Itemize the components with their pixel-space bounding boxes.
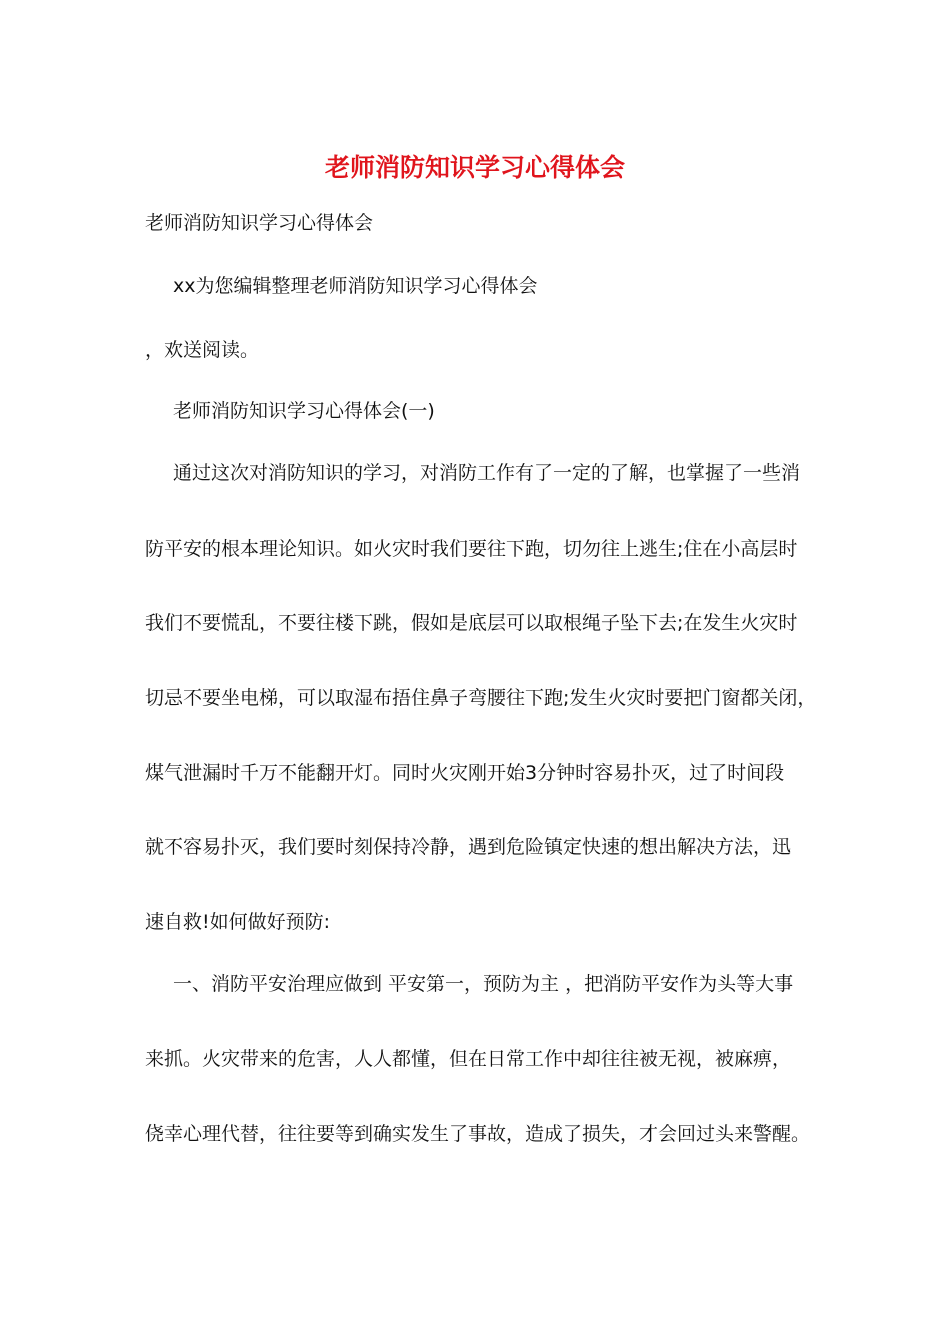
document-subtitle: 老师消防知识学习心得体会 bbox=[145, 212, 374, 234]
section-heading: 老师消防知识学习心得体会(一) bbox=[173, 400, 435, 422]
paragraph1-line: 通过这次对消防知识的学习，对消防工作有了一定的了解，也掌握了一些消 bbox=[173, 462, 801, 484]
document-title: 老师消防知识学习心得体会 bbox=[324, 153, 625, 182]
paragraph1-line: 速自救!如何做好预防: bbox=[145, 911, 331, 933]
paragraph2-line: 一、消防平安治理应做到 平安第一，预防为主 ，把消防平安作为头等大事 bbox=[173, 973, 794, 995]
paragraph1-line: 煤气泄漏时千万不能翻开灯。同时火灾刚开始3分钟时容易扑灭，过了时间段 bbox=[145, 762, 785, 784]
paragraph2-line: 侥幸心理代替，往往要等到确实发生了事故，造成了损失，才会回过头来警醒。 bbox=[145, 1123, 811, 1145]
intro-line-2: ，欢送阅读。 bbox=[145, 339, 260, 361]
paragraph1-line: 切忌不要坐电梯，可以取湿布捂住鼻子弯腰往下跑;发生火灾时要把门窗都关闭， bbox=[145, 687, 817, 709]
intro-line-1: xx为您编辑整理老师消防知识学习心得体会 bbox=[173, 275, 538, 297]
paragraph2-line: 来抓。火灾带来的危害，人人都懂，但在日常工作中却往往被无视，被麻痹， bbox=[145, 1048, 792, 1070]
paragraph1-line: 就不容易扑灭，我们要时刻保持冷静，遇到危险镇定快速的想出解决方法，迅 bbox=[145, 836, 792, 858]
paragraph1-line: 我们不要慌乱，不要往楼下跳，假如是底层可以取根绳子坠下去;在发生火灾时 bbox=[145, 612, 798, 634]
paragraph1-line: 防平安的根本理论知识。如火灾时我们要往下跑，切勿往上逃生;住在小高层时 bbox=[145, 538, 798, 560]
